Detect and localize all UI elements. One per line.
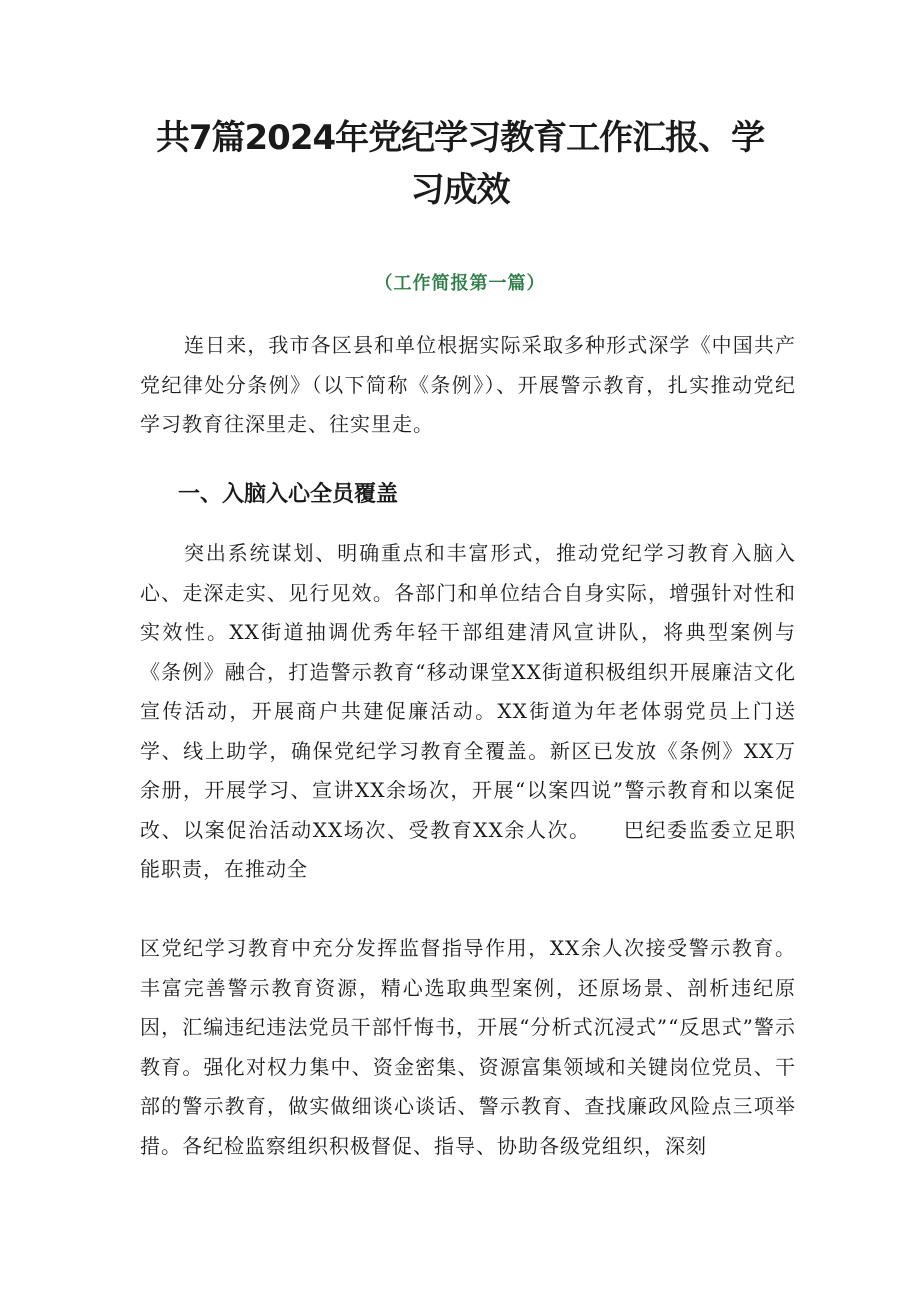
section-1-paragraph: 突出系统谋划、明确重点和丰富形式，推动党纪学习教育入脑入心、走深走实、见行见效。各部门和单位结合自身实际，增强针对性和实效性。XX街道抽调优秀年轻干部组建清风宣讲队，将典型案例与《条例》融合，打造警示教育“移动课堂XX街道积极组织开展廉洁文化宣传活动，开展商户共建促廉活动。XX街道为年老体弱党员上门送学、线上助学，确保党纪学习教育全覆盖。新区已发放《条例》XX万余册，开展学习、宣讲XX余场次，开展“以案四说”警示教育和以案促改、以案促治活动XX场次、受教育XX余人次。 巴纪委监委立足职能职责，在推动全	[140, 541, 796, 881]
section-heading-1: 一、入脑入心全员覆盖	[178, 482, 399, 507]
intro-paragraph: 连日来，我市各区县和单位根据实际采取多种形式深学《中国共产党纪律处分条例》（以下简称《条例》）、开展警示教育，扎实推动党纪学习教育往深里走、往实里走。	[140, 333, 796, 436]
section-1-paragraph-continued: 区党纪学习教育中充分发挥监督指导作用，XX余人次接受警示教育。丰富完善警示教育资源，精心选取典型案例，还原场景、剖析违纪原因，汇编违纪违法党员干部忏悔书，开展“分析式沉浸式”“反思式”警示教育。强化对权力集中、资金密集、资源富集领域和关键岗位党员、干部的警示教育，做实做细谈心谈话、警示教育、查找廉政风险点三项举措。各纪检监察组织积极督促、指导、协助各级党组织，深刻	[140, 936, 796, 1158]
document-title: 共7篇2024年党纪学习教育工作汇报、学习成效	[155, 118, 765, 210]
document-subtitle: （工作简报第一篇）	[374, 273, 546, 294]
